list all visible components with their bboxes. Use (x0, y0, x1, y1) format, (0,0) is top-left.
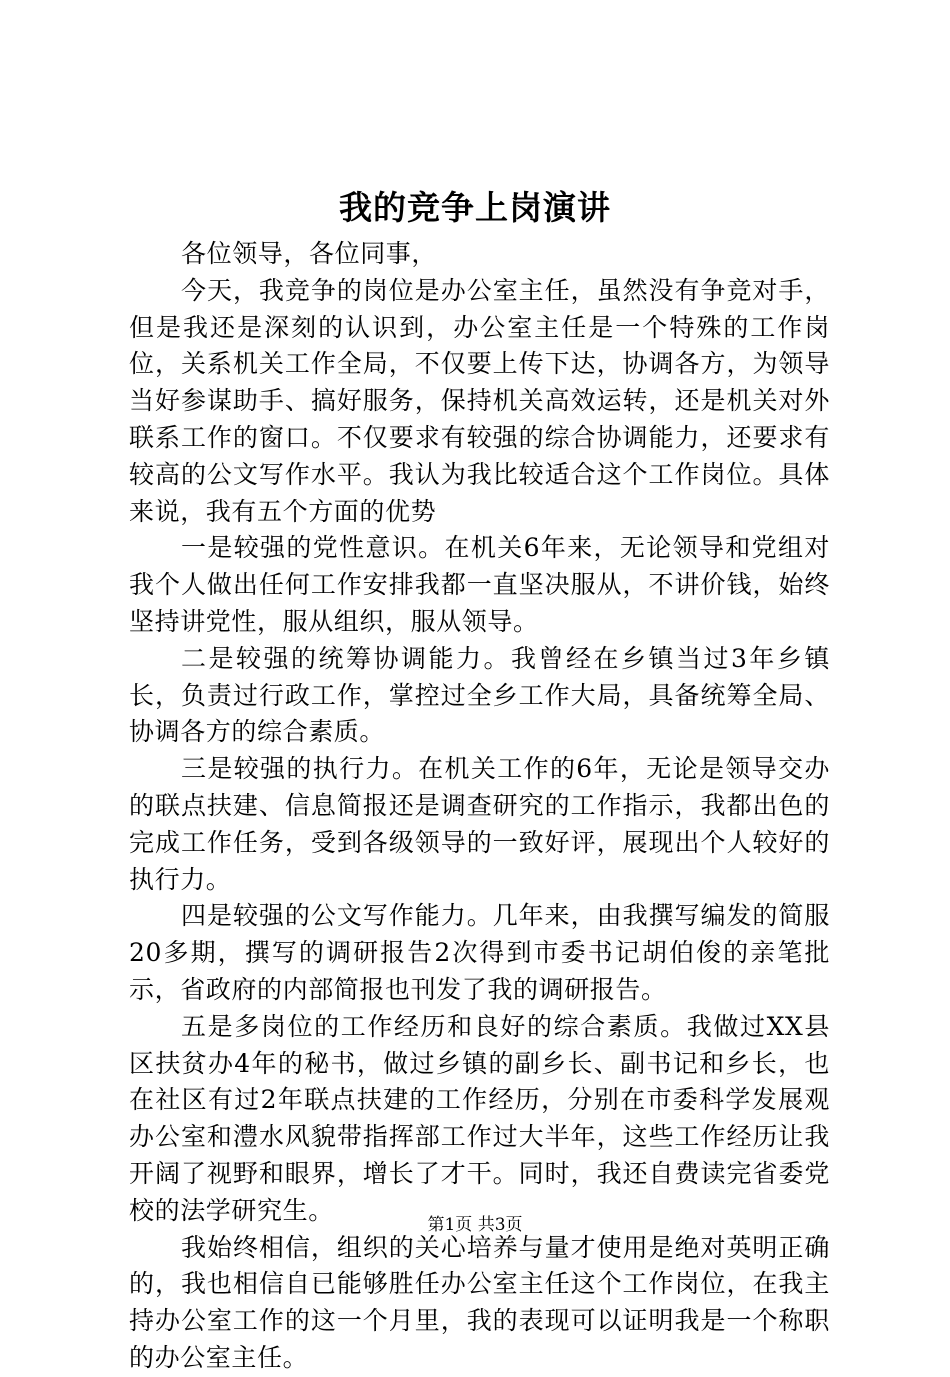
advantage-5-paragraph: 五是多岗位的工作经历和良好的综合素质。我做过XX县区扶贫办4年的秘书，做过乡镇的副乡长、副书记和乡长，也在社区有过2年联点扶建的工作经历，分别在市委科学发展观办公室和澧水风貌带指挥部工作过大半年，这些工作经历让我开阔了视野和眼界，增长了才干。同时，我还自费读完省委党校的法学研究生。 (129, 1011, 830, 1225)
intro-paragraph: 今天，我竞争的岗位是办公室主任，虽然没有争竞对手，但是我还是深刻的认识到，办公室主任是一个特殊的工作岗位，关系机关工作全局，不仅要上传下达，协调各方，为领导当好参谋助手、搞好服务，保持机关高效运转，还是机关对外联系工作的窗口。不仅要求有较强的综合协调能力，还要求有较高的公文写作水平。我认为我比较适合这个工作岗位。具体来说，我有五个方面的优势 (129, 275, 830, 526)
advantage-3-paragraph: 三是较强的执行力。在机关工作的6年，无论是领导交办的联点扶建、信息简报还是调查研究的工作指示，我都出色的完成工作任务，受到各级领导的一致好评，展现出个人较好的执行力。 (129, 754, 830, 894)
document-title: 我的竞争上岗演讲 (339, 188, 611, 227)
advantage-1-paragraph: 一是较强的党性意识。在机关6年来，无论领导和党组对我个人做出任何工作安排我都一直坚决服从，不讲价钱，始终坚持讲党性，服从组织，服从领导。 (129, 533, 830, 636)
closing-paragraph: 我始终相信，组织的关心培养与量才使用是绝对英明正确的，我也相信自已能够胜任办公室主任这个工作岗位，在我主持办公室工作的这一个月里，我的表现可以证明我是一个称职的办公室主任。 (129, 1232, 830, 1372)
document-body (129, 236, 830, 1377)
page-number-footer: 第1页 共3页 (427, 1215, 523, 1235)
salutation-paragraph: 各位领导，各位同事， (181, 239, 438, 268)
advantage-4-paragraph: 四是较强的公文写作能力。几年来，由我撰写编发的简服20多期，撰写的调研报告2次得到市委书记胡伯俊的亲笔批示，省政府的内部简报也刊发了我的调研报告。 (129, 901, 830, 1004)
advantage-2-paragraph: 二是较强的统筹协调能力。我曾经在乡镇当过3年乡镇长，负责过行政工作，掌控过全乡工作大局，具备统筹全局、协调各方的综合素质。 (129, 643, 830, 747)
